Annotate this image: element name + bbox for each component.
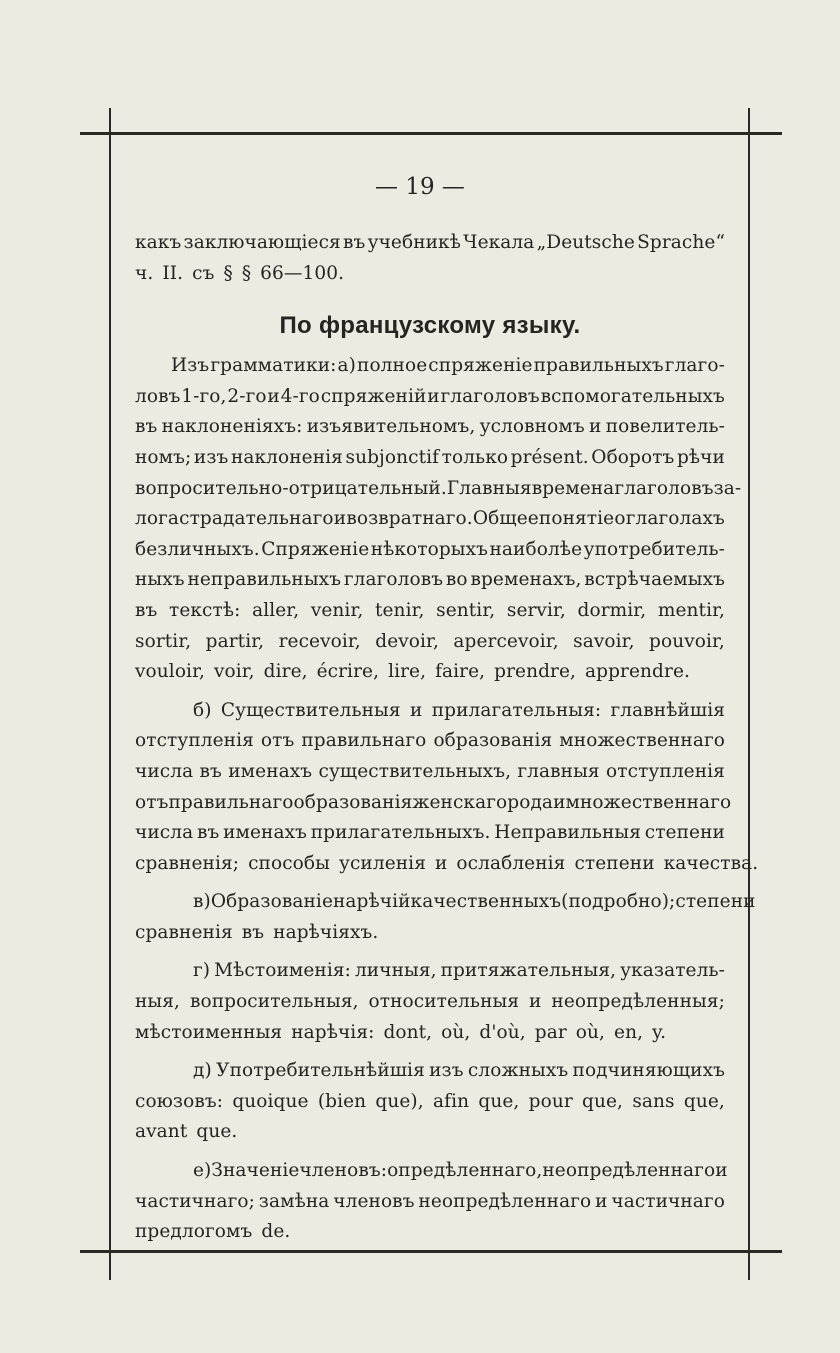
text-line: въ наклоненіяхъ: изъявительномъ, условномъ и повелитель- [135, 416, 725, 438]
paragraph-continuation [135, 228, 725, 289]
text-line: лога страдательнаго и возвратнаго. Общее понятіе о глаголахъ [135, 508, 725, 530]
paragraph-nouns-adjectives [135, 696, 759, 880]
text-line: сравненія въ нарѣчіяхъ. [135, 921, 379, 943]
text-line: д) Употребительнѣйшія изъ сложныхъ подчиняющихъ [193, 1060, 725, 1082]
text-line: ныя, вопросительныя, относительныя и неопредѣленныя; [135, 991, 725, 1013]
text-line: отступленія отъ правильнаго образованія множественнаго [135, 730, 725, 752]
text-line: числа въ именахъ прилагательныхъ. Неправильныя степени [135, 822, 725, 844]
text-line: avant que. [135, 1121, 238, 1143]
page-number: — 19 — [375, 174, 465, 200]
text-line: союзовъ: quoique (bien que), afin que, pour que, sans que, [135, 1090, 725, 1112]
text-line: числа въ именахъ существительныхъ, главныя отступленія [135, 760, 725, 782]
left-rule [109, 108, 111, 1280]
text-line: Изъ грамматики: а) полное спряженіе правильныхъ глаго- [171, 355, 725, 377]
text-line: безличныхъ. Спряженіе нѣкоторыхъ наиболѣе употребитель- [135, 538, 725, 560]
text-line: б) Существительныя и прилагательныя: главнѣйшія [193, 699, 725, 721]
page-content [135, 228, 759, 1248]
text-line: г) Мѣстоименія: личныя, притяжательныя, указатель- [193, 960, 725, 982]
section-heading: По французскому языку. [279, 312, 581, 340]
text-line: предлогомъ de. [135, 1221, 291, 1243]
paragraph-adverbs [135, 887, 756, 948]
text-line: ныхъ неправильныхъ глаголовъ во временахъ, встрѣчаемыхъ [135, 569, 725, 591]
text-line: въ текстѣ: aller, venir, tenir, sentir, servir, dormir, mentir, [135, 599, 725, 621]
text-line: е) Значеніе членовъ: опредѣленнаго, неопредѣленнаго и [193, 1160, 728, 1182]
text-line: номъ; изъ наклоненія subjonctif только présent. Оборотъ рѣчи [135, 446, 725, 468]
text-line: vouloir, voir, dire, écrire, lire, faire, prendre, apprendre. [135, 661, 690, 683]
text-line: отъ правильнаго образованія женскаго рода и множественнаго [135, 791, 732, 813]
text-line: вопросительно-отрицательный. Главныя времена глаголовъ за- [135, 477, 742, 499]
text-line: сравненія; способы усиленія и ослабленія степени качества. [135, 852, 759, 874]
paragraph-grammar [135, 351, 742, 688]
text-line: в) Образованіе нарѣчій качественныхъ (подробно); степени [193, 891, 756, 913]
text-line: частичнаго; замѣна членовъ неопредѣленнаго и частичнаго [135, 1190, 725, 1212]
text-line: ловъ 1-го, 2-го и 4-го спряженій и глаголовъ вспомогательныхъ [135, 385, 725, 407]
text-line: sortir, partir, recevoir, devoir, apercevoir, savoir, pouvoir, [135, 630, 725, 652]
paragraph-articles [135, 1156, 728, 1248]
text-line: мѣстоименныя нарѣчія: dont, où, d'où, par où, en, y. [135, 1021, 667, 1043]
top-rule [80, 132, 782, 135]
right-rule [748, 108, 750, 1280]
bottom-rule [80, 1250, 782, 1253]
text-line: какъ заключающіеся въ учебникѣ Чекала „Deutsche Sprache“ [135, 232, 725, 253]
paragraph-pronouns [135, 956, 725, 1048]
paragraph-conjunctions [135, 1056, 725, 1148]
text-line: ч. II. съ § § 66—100. [135, 262, 345, 284]
